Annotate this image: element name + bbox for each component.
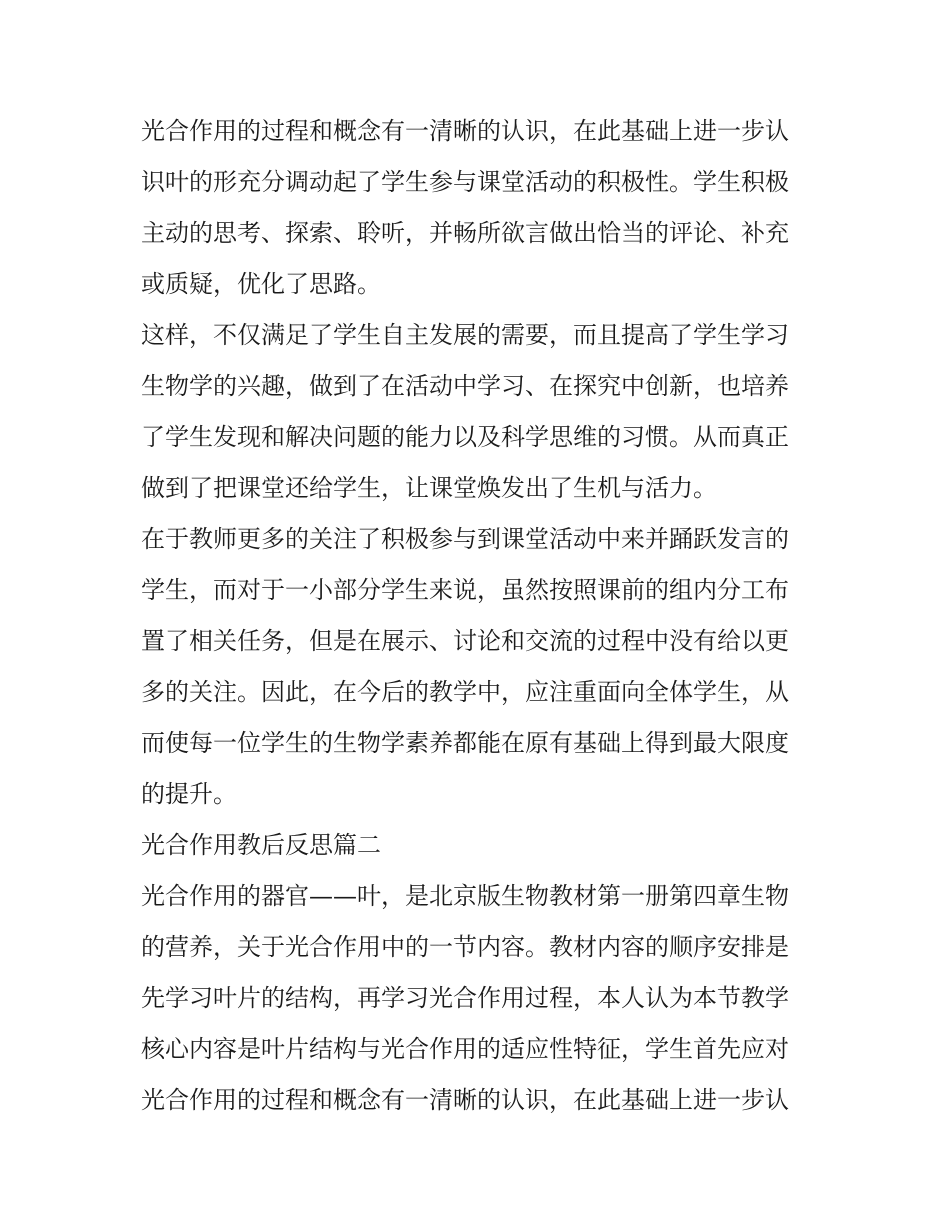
text-line: 做到了把课堂还给学生，让课堂焕发出了生机与活力。 bbox=[141, 474, 717, 502]
text-line: 或质疑，优化了思路。 bbox=[141, 270, 381, 298]
text-line: 光合作用的过程和概念有一清晰的认识，在此基础上进一步认 bbox=[141, 117, 789, 145]
text-line: 的营养，关于光合作用中的一节内容。教材内容的顺序安排是 bbox=[141, 933, 789, 961]
text-line: 的提升。 bbox=[141, 780, 237, 808]
text-line: 生物学的兴趣，做到了在活动中学习、在探究中创新，也培养 bbox=[141, 372, 789, 400]
text-line: 多的关注。因此，在今后的教学中，应注重面向全体学生，从 bbox=[141, 678, 789, 706]
text-line: 了学生发现和解决问题的能力以及科学思维的习惯。从而真正 bbox=[141, 423, 789, 451]
text-line: 光合作用的器官——叶，是北京版生物教材第一册第四章生物 bbox=[141, 882, 789, 910]
text-line: 主动的思考、探索、聆听，并畅所欲言做出恰当的评论、补充 bbox=[141, 219, 789, 247]
text-line: 在于教师更多的关注了积极参与到课堂活动中来并踊跃发言的 bbox=[141, 525, 789, 553]
section-heading: 光合作用教后反思篇二 bbox=[141, 831, 381, 859]
document-body bbox=[141, 106, 813, 1126]
text-line: 识叶的形充分调动起了学生参与课堂活动的积极性。学生积极 bbox=[141, 168, 789, 196]
text-line: 核心内容是叶片结构与光合作用的适应性特征，学生首先应对 bbox=[141, 1035, 789, 1063]
text-line: 学生，而对于一小部分学生来说，虽然按照课前的组内分工布 bbox=[141, 576, 789, 604]
text-line: 这样，不仅满足了学生自主发展的需要，而且提高了学生学习 bbox=[141, 321, 789, 349]
text-line: 光合作用的过程和概念有一清晰的认识，在此基础上进一步认 bbox=[141, 1086, 789, 1114]
text-line: 先学习叶片的结构，再学习光合作用过程，本人认为本节教学 bbox=[141, 984, 789, 1012]
text-line: 而使每一位学生的生物学素养都能在原有基础上得到最大限度 bbox=[141, 729, 789, 757]
text-line: 置了相关任务，但是在展示、讨论和交流的过程中没有给以更 bbox=[141, 627, 789, 655]
